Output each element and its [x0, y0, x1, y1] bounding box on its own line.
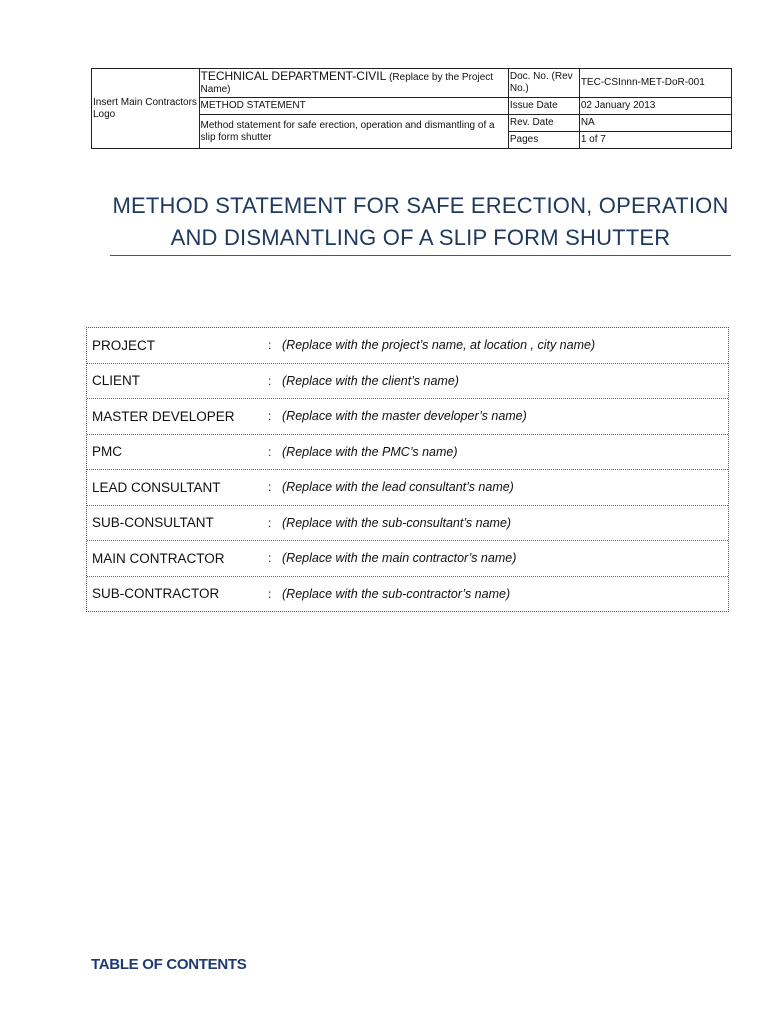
info-label: PROJECT: [92, 337, 156, 353]
title-line-2: AND DISMANTLING OF A SLIP FORM SHUTTER: [170, 225, 671, 250]
issue-date-label: Issue Date: [508, 98, 579, 115]
title-divider: [110, 255, 731, 256]
info-label: PMC: [92, 444, 122, 460]
department-title: TECHNICAL DEPARTMENT-CIVIL: [200, 69, 387, 83]
document-description: Method statement for safe erection, operation and dismantling of a slip form shutter: [199, 115, 508, 149]
info-value: (Replace with the PMC’s name): [282, 444, 458, 459]
document-title: [110, 190, 731, 254]
info-label: SUB-CONTRACTOR: [92, 586, 220, 602]
info-row-master-developer: [87, 399, 728, 435]
info-row-sub-contractor: [87, 577, 728, 612]
info-row-client: [87, 364, 728, 400]
rev-date-label: Rev. Date: [508, 115, 579, 132]
info-value: (Replace with the project’s name, at location , city name): [282, 338, 596, 353]
info-row-project: [87, 328, 728, 364]
info-row-pmc: [87, 435, 728, 471]
info-value: (Replace with the main contractor’s name): [282, 551, 517, 566]
title-line-1: METHOD STATEMENT FOR SAFE ERECTION, OPERATION: [112, 193, 729, 218]
info-separator: :: [268, 373, 272, 388]
contractor-logo-placeholder: Insert Main Contractors Logo: [92, 69, 200, 149]
info-label: MASTER DEVELOPER: [92, 408, 235, 424]
issue-date-value: 02 January 2013: [579, 98, 731, 115]
info-separator: :: [268, 409, 272, 424]
project-info-table: [86, 327, 729, 612]
doc-no-label: Doc. No. (Rev No.): [508, 69, 579, 98]
info-separator: :: [268, 551, 272, 566]
department-cell: [199, 69, 508, 98]
info-separator: :: [268, 515, 272, 530]
info-label: MAIN CONTRACTOR: [92, 550, 225, 566]
info-separator: :: [268, 444, 272, 459]
doc-no-value: TEC-CSInnn-MET-DoR-001: [579, 69, 731, 98]
document-header-table: [91, 68, 732, 149]
table-of-contents-heading: TABLE OF CONTENTS: [91, 956, 247, 973]
pages-label: Pages: [508, 132, 579, 149]
info-label: CLIENT: [92, 373, 141, 389]
info-value: (Replace with the sub-contractor’s name): [282, 586, 511, 601]
info-row-sub-consultant: [87, 506, 728, 542]
info-row-lead-consultant: [87, 470, 728, 506]
info-separator: :: [268, 338, 272, 353]
info-label: SUB-CONSULTANT: [92, 515, 214, 531]
info-separator: :: [268, 480, 272, 495]
info-label: LEAD CONSULTANT: [92, 479, 221, 495]
info-value: (Replace with the sub-consultant’s name): [282, 515, 512, 530]
department-note: (Replace by the Project Name): [200, 72, 494, 95]
info-value: (Replace with the lead consultant’s name): [282, 480, 514, 495]
document-type: METHOD STATEMENT: [199, 98, 508, 115]
info-row-main-contractor: [87, 541, 728, 577]
info-value: (Replace with the master developer’s name): [282, 409, 527, 424]
rev-date-value: NA: [579, 115, 731, 132]
info-separator: :: [268, 586, 272, 601]
info-value: (Replace with the client’s name): [282, 373, 459, 388]
pages-value: 1 of 7: [579, 132, 731, 149]
